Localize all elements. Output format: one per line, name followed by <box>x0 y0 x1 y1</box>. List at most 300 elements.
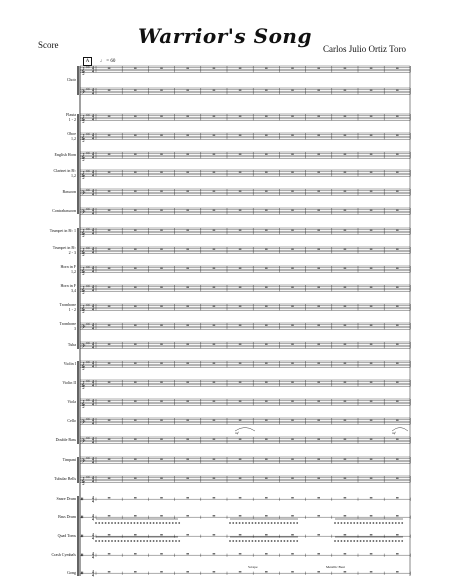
note-head <box>347 522 349 523</box>
svg-text:♯♯: ♯♯ <box>86 416 90 422</box>
gong-technique-1: Scrape <box>248 565 258 569</box>
note-head <box>98 522 100 523</box>
whole-rest <box>265 268 268 269</box>
whole-rest <box>160 191 163 192</box>
note-head <box>369 540 371 541</box>
svg-text:♯♯: ♯♯ <box>86 435 90 441</box>
whole-rest <box>160 515 163 516</box>
whole-rest <box>344 401 347 402</box>
svg-text:4: 4 <box>92 514 94 519</box>
note-head <box>127 522 129 523</box>
whole-rest <box>317 68 320 69</box>
svg-text:4: 4 <box>92 152 94 157</box>
whole-rest <box>239 420 242 421</box>
staff <box>80 284 410 295</box>
svg-text:4: 4 <box>92 211 94 216</box>
svg-text:𝄥: 𝄥 <box>81 495 84 504</box>
whole-rest <box>213 191 216 192</box>
svg-text:4: 4 <box>92 364 94 369</box>
whole-rest <box>160 363 163 364</box>
note-head <box>239 540 241 541</box>
svg-text:𝄞: 𝄞 <box>81 266 86 275</box>
whole-rest <box>108 116 111 117</box>
instrument-name: Choir <box>66 77 76 82</box>
whole-rest <box>213 154 216 155</box>
note-head <box>114 522 116 523</box>
whole-rest <box>160 553 163 554</box>
instrument-name: Quad Toms <box>57 533 76 538</box>
note-head <box>146 522 148 523</box>
note-head <box>153 522 155 523</box>
note-head <box>255 540 257 541</box>
note-head <box>98 540 100 541</box>
whole-rest <box>344 154 347 155</box>
rehearsal-mark: A <box>83 57 92 66</box>
whole-rest <box>134 459 137 460</box>
whole-rest <box>239 268 242 269</box>
whole-rest <box>344 268 347 269</box>
whole-rest <box>370 154 373 155</box>
whole-rest <box>396 497 399 498</box>
whole-rest <box>239 210 242 211</box>
whole-rest <box>344 439 347 440</box>
note-head <box>159 522 161 523</box>
note-head <box>376 540 378 541</box>
whole-rest <box>291 459 294 460</box>
note-head <box>350 540 352 541</box>
note-head <box>353 522 355 523</box>
note-head <box>175 522 177 523</box>
instrument-label <box>8 477 76 482</box>
whole-rest <box>344 478 347 479</box>
whole-rest <box>213 90 216 91</box>
whole-rest <box>344 90 347 91</box>
whole-rest <box>213 534 216 535</box>
note-head <box>366 540 368 541</box>
whole-rest <box>160 230 163 231</box>
note-head <box>274 522 276 523</box>
svg-text:4: 4 <box>92 69 94 74</box>
whole-rest <box>396 515 399 516</box>
whole-rest <box>134 515 137 516</box>
instrument-name: Violin I <box>63 361 76 366</box>
whole-rest <box>396 478 399 479</box>
whole-rest <box>265 382 268 383</box>
whole-rest <box>317 420 320 421</box>
note-head <box>296 540 298 541</box>
note-head <box>271 522 273 523</box>
instrument-name: Tuba <box>67 342 76 347</box>
whole-rest <box>108 325 111 326</box>
whole-rest <box>291 191 294 192</box>
gong-technique-2: Metallic Beat <box>326 565 345 569</box>
note-head <box>268 540 270 541</box>
whole-rest <box>396 268 399 269</box>
staff <box>80 188 410 198</box>
staff <box>80 303 410 314</box>
whole-rest <box>370 553 373 554</box>
timpani-dynamic-1: mf <box>235 431 239 435</box>
instrument-name: Timpani <box>62 457 76 462</box>
whole-rest <box>265 553 268 554</box>
whole-rest <box>160 90 163 91</box>
staff <box>80 495 410 503</box>
svg-text:4: 4 <box>92 361 94 366</box>
staff <box>80 398 410 409</box>
whole-rest <box>265 325 268 326</box>
whole-rest <box>317 478 320 479</box>
note-head <box>261 540 263 541</box>
whole-rest <box>370 344 373 345</box>
whole-rest <box>317 287 320 288</box>
note-head <box>261 522 263 523</box>
note-head <box>284 522 286 523</box>
whole-rest <box>344 135 347 136</box>
whole-rest <box>239 135 242 136</box>
note-head <box>373 522 375 523</box>
note-head <box>121 540 123 541</box>
note-head <box>379 522 381 523</box>
whole-rest <box>186 210 189 211</box>
whole-rest <box>370 230 373 231</box>
whole-rest <box>213 268 216 269</box>
whole-rest <box>186 478 189 479</box>
note-head <box>280 522 282 523</box>
instrument-name: Bassoon <box>62 189 76 194</box>
whole-rest <box>108 534 111 535</box>
svg-text:𝄞: 𝄞 <box>81 66 86 75</box>
note-head <box>287 540 289 541</box>
note-head <box>124 540 126 541</box>
svg-text:♯♯: ♯♯ <box>86 321 90 327</box>
note-head <box>382 522 384 523</box>
instrument-part: 2 - 3 <box>68 249 76 255</box>
whole-rest <box>108 363 111 364</box>
svg-text:𝄞: 𝄞 <box>81 133 86 142</box>
note-head <box>290 522 292 523</box>
whole-rest <box>396 191 399 192</box>
staff <box>80 436 410 446</box>
whole-rest <box>186 68 189 69</box>
note-head <box>114 540 116 541</box>
note-head <box>363 540 365 541</box>
whole-rest <box>213 571 216 572</box>
whole-rest <box>239 401 242 402</box>
note-head <box>376 522 378 523</box>
whole-rest <box>108 68 111 69</box>
tempo-marking: ♩ = 60 <box>100 59 116 64</box>
whole-rest <box>291 249 294 250</box>
note-head <box>124 522 126 523</box>
staff <box>80 169 410 180</box>
note-head <box>382 540 384 541</box>
instrument-label <box>8 229 76 234</box>
whole-rest <box>160 325 163 326</box>
whole-rest <box>396 230 399 231</box>
note-head <box>341 522 343 523</box>
whole-rest <box>344 534 347 535</box>
whole-rest <box>186 363 189 364</box>
note-head <box>401 540 403 541</box>
svg-text:♯♯: ♯♯ <box>86 378 90 384</box>
whole-rest <box>186 420 189 421</box>
whole-rest <box>186 325 189 326</box>
note-head <box>137 540 139 541</box>
whole-rest <box>134 420 137 421</box>
svg-text:4: 4 <box>92 91 94 96</box>
svg-text:𝄢: 𝄢 <box>81 88 86 97</box>
whole-rest <box>134 497 137 498</box>
whole-rest <box>134 210 137 211</box>
whole-rest <box>108 478 111 479</box>
note-head <box>146 540 148 541</box>
note-head <box>264 540 266 541</box>
whole-rest <box>160 172 163 173</box>
whole-rest <box>344 306 347 307</box>
svg-text:4: 4 <box>92 399 94 404</box>
note-head <box>172 540 174 541</box>
whole-rest <box>265 571 268 572</box>
whole-rest <box>370 571 373 572</box>
whole-rest <box>344 287 347 288</box>
svg-text:4: 4 <box>92 66 94 71</box>
instrument-part: 1 - 2 <box>68 306 76 312</box>
whole-rest <box>317 534 320 535</box>
note-head <box>156 540 158 541</box>
whole-rest <box>213 68 216 69</box>
note-head <box>178 522 180 523</box>
whole-rest <box>317 325 320 326</box>
whole-rest <box>186 497 189 498</box>
note-head <box>118 540 120 541</box>
whole-rest <box>186 287 189 288</box>
note-head <box>162 540 164 541</box>
whole-rest <box>317 571 320 572</box>
instrument-label <box>8 284 76 293</box>
whole-rest <box>134 534 137 535</box>
whole-rest <box>134 191 137 192</box>
whole-rest <box>370 325 373 326</box>
whole-rest <box>239 230 242 231</box>
whole-rest <box>160 68 163 69</box>
svg-text:𝄞: 𝄞 <box>81 170 86 179</box>
svg-text:♯♯: ♯♯ <box>86 112 90 118</box>
whole-rest <box>317 497 320 498</box>
whole-rest <box>396 287 399 288</box>
whole-rest <box>239 325 242 326</box>
svg-text:4: 4 <box>92 536 94 541</box>
svg-text:4: 4 <box>92 173 94 178</box>
instrument-part: 3 <box>74 325 76 331</box>
svg-text:4: 4 <box>92 117 94 122</box>
whole-rest <box>291 420 294 421</box>
whole-rest <box>396 210 399 211</box>
whole-rest <box>239 172 242 173</box>
whole-rest <box>108 90 111 91</box>
note-head <box>134 522 136 523</box>
note-head <box>143 540 145 541</box>
note-head <box>258 522 260 523</box>
whole-rest <box>239 515 242 516</box>
whole-rest <box>160 439 163 440</box>
whole-rest <box>134 439 137 440</box>
svg-text:4: 4 <box>92 155 94 160</box>
whole-rest <box>213 249 216 250</box>
composer-name: Carlos Julio Ortiz Toro <box>323 44 406 54</box>
svg-text:4: 4 <box>92 250 94 255</box>
whole-rest <box>265 534 268 535</box>
whole-rest <box>134 116 137 117</box>
whole-rest <box>265 401 268 402</box>
instrument-label <box>8 246 76 255</box>
whole-rest <box>160 497 163 498</box>
whole-rest <box>317 306 320 307</box>
note-head <box>360 522 362 523</box>
whole-rest <box>370 90 373 91</box>
note-head <box>274 540 276 541</box>
svg-text:𝄢: 𝄢 <box>81 208 86 217</box>
svg-text:♯♯: ♯♯ <box>86 455 90 461</box>
note-head <box>255 522 257 523</box>
staff <box>80 532 410 540</box>
staff <box>80 132 410 143</box>
whole-rest <box>265 154 268 155</box>
instrument-name: Gong <box>67 570 76 575</box>
svg-text:𝄞: 𝄞 <box>81 228 86 237</box>
note-head <box>245 540 247 541</box>
staff <box>80 475 410 486</box>
whole-rest <box>317 344 320 345</box>
svg-text:𝄥: 𝄥 <box>81 513 84 522</box>
whole-rest <box>160 534 163 535</box>
whole-rest <box>108 287 111 288</box>
note-head <box>369 522 371 523</box>
whole-rest <box>239 154 242 155</box>
note-head <box>134 540 136 541</box>
note-head <box>111 522 113 523</box>
instrument-label <box>8 322 76 331</box>
note-head <box>341 540 343 541</box>
svg-text:4: 4 <box>92 345 94 350</box>
whole-rest <box>370 210 373 211</box>
staff <box>80 456 410 466</box>
svg-text:4: 4 <box>92 440 94 445</box>
whole-rest <box>239 497 242 498</box>
whole-rest <box>370 287 373 288</box>
note-head <box>398 540 400 541</box>
whole-rest <box>213 363 216 364</box>
whole-rest <box>213 230 216 231</box>
whole-rest <box>186 571 189 572</box>
svg-text:𝄞: 𝄞 <box>81 380 86 389</box>
note-head <box>334 522 336 523</box>
staff <box>80 151 410 162</box>
staff <box>80 417 410 427</box>
whole-rest <box>134 287 137 288</box>
whole-rest <box>160 287 163 288</box>
whole-rest <box>396 401 399 402</box>
instrument-name: Violin II <box>62 380 76 385</box>
note-head <box>337 540 339 541</box>
whole-rest <box>160 135 163 136</box>
whole-rest <box>317 210 320 211</box>
note-head <box>287 522 289 523</box>
note-head <box>344 522 346 523</box>
note-head <box>111 540 113 541</box>
note-head <box>252 540 254 541</box>
whole-rest <box>160 116 163 117</box>
whole-rest <box>291 515 294 516</box>
whole-rest <box>370 306 373 307</box>
piece-title: Warrior's Song <box>138 24 312 48</box>
svg-text:4: 4 <box>92 517 94 522</box>
whole-rest <box>370 401 373 402</box>
svg-text:𝄞: 𝄞 <box>81 399 86 408</box>
whole-rest <box>265 363 268 364</box>
whole-rest <box>186 382 189 383</box>
svg-text:𝄥: 𝄥 <box>81 532 84 541</box>
svg-text:4: 4 <box>92 457 94 462</box>
whole-rest <box>344 249 347 250</box>
instrument-name: Oboe <box>67 131 76 136</box>
whole-rest <box>213 172 216 173</box>
svg-text:4: 4 <box>92 307 94 312</box>
whole-rest <box>370 534 373 535</box>
note-head <box>95 522 97 523</box>
svg-text:4: 4 <box>92 208 94 213</box>
note-head <box>248 540 250 541</box>
whole-rest <box>396 420 399 421</box>
svg-text:4: 4 <box>92 573 94 578</box>
note-head <box>140 540 142 541</box>
instrument-name: Contrabassoon <box>52 208 76 213</box>
svg-text:4: 4 <box>92 323 94 328</box>
whole-rest <box>265 191 268 192</box>
note-head <box>178 540 180 541</box>
whole-rest <box>265 478 268 479</box>
instrument-part: 1,2 <box>71 172 76 178</box>
note-head <box>268 522 270 523</box>
instrument-label <box>8 438 76 443</box>
whole-rest <box>186 515 189 516</box>
whole-rest <box>344 344 347 345</box>
note-head <box>277 522 279 523</box>
whole-rest <box>186 268 189 269</box>
instrument-name: English Horn <box>54 152 76 157</box>
whole-rest <box>344 116 347 117</box>
svg-text:4: 4 <box>92 418 94 423</box>
whole-rest <box>134 154 137 155</box>
whole-rest <box>317 135 320 136</box>
whole-rest <box>344 459 347 460</box>
note-head <box>121 522 123 523</box>
whole-rest <box>186 439 189 440</box>
instrument-label <box>8 497 76 502</box>
whole-rest <box>370 515 373 516</box>
whole-rest <box>160 154 163 155</box>
instrument-label <box>8 458 76 463</box>
svg-text:4: 4 <box>92 170 94 175</box>
whole-rest <box>344 363 347 364</box>
note-head <box>175 540 177 541</box>
note-head <box>392 540 394 541</box>
whole-rest <box>213 553 216 554</box>
svg-text:𝄞: 𝄞 <box>81 114 86 123</box>
whole-rest <box>396 571 399 572</box>
whole-rest <box>317 249 320 250</box>
instrument-label <box>8 303 76 312</box>
staff <box>80 65 410 76</box>
